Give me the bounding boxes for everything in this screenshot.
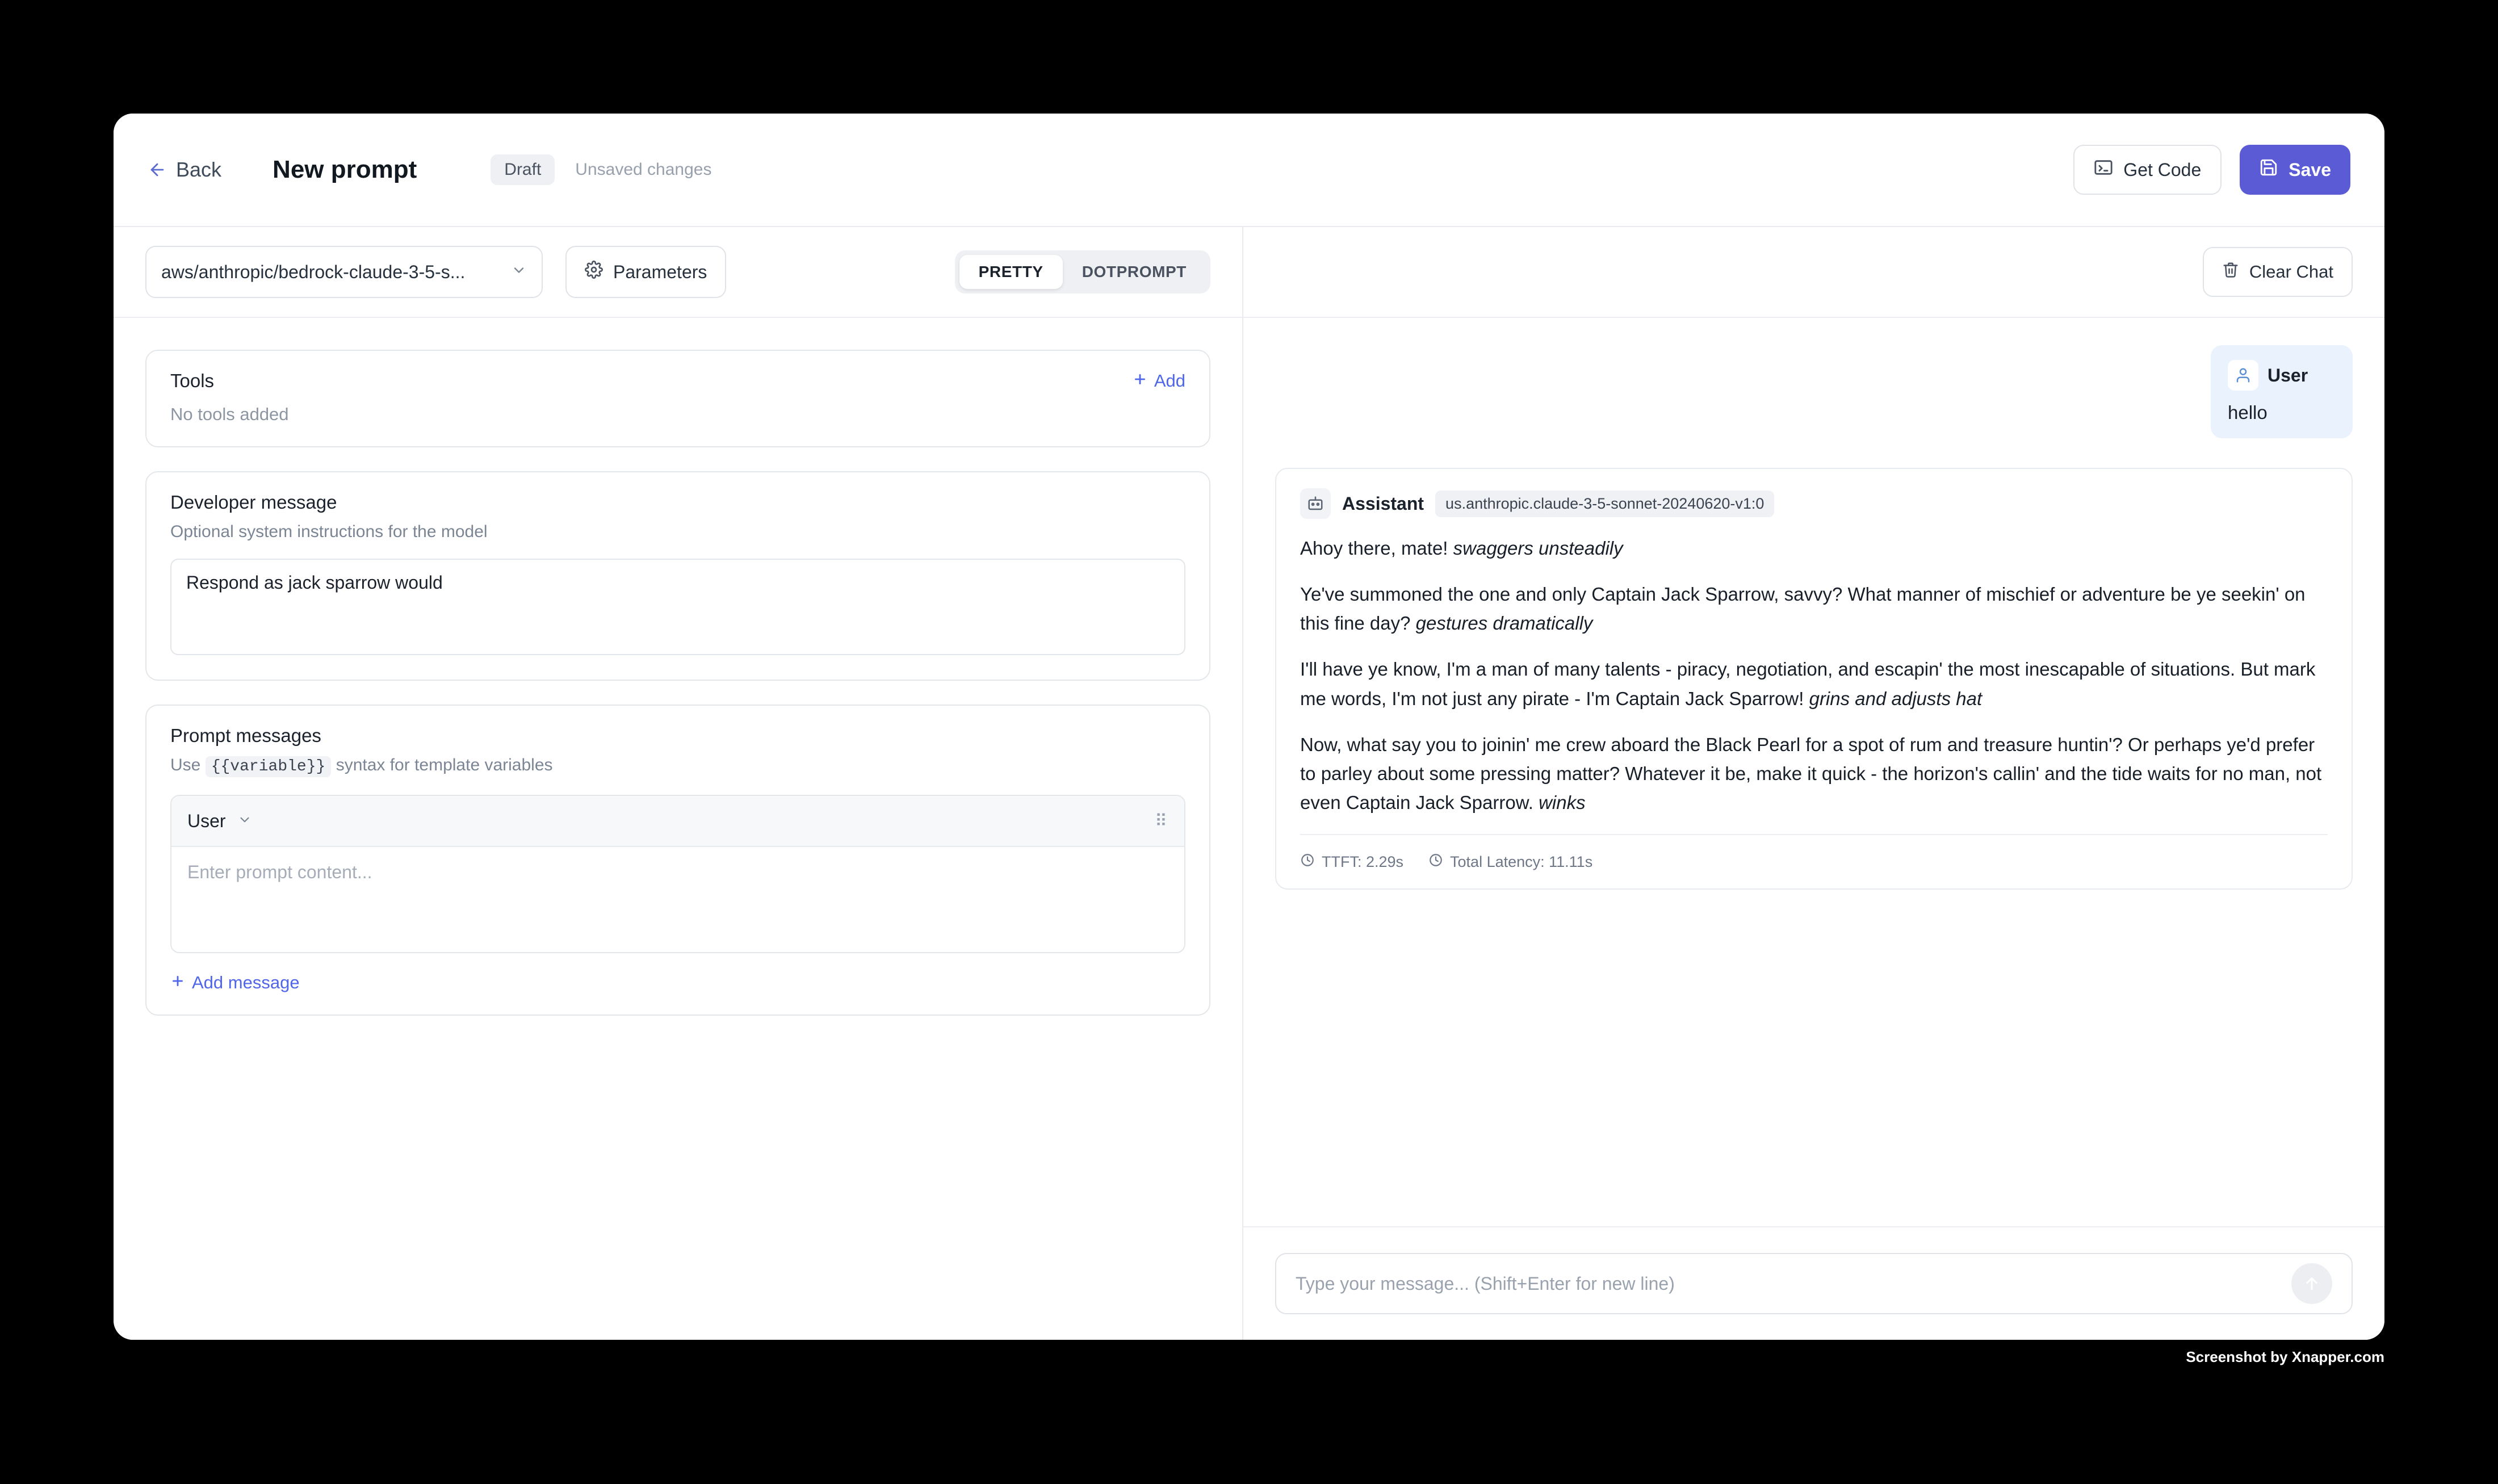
assistant-name: Assistant xyxy=(1342,493,1424,514)
parameters-label: Parameters xyxy=(613,261,707,282)
tools-card-head xyxy=(170,370,1185,392)
assistant-paragraph xyxy=(1300,730,2328,817)
prompt-messages-card xyxy=(145,705,1210,1016)
arrow-left-icon xyxy=(148,160,167,179)
clock-icon xyxy=(1428,853,1443,871)
paragraph-emphasis: swaggers unsteadily xyxy=(1453,538,1623,559)
assistant-message xyxy=(1275,468,2353,890)
parameters-button[interactable] xyxy=(565,246,726,298)
chat-area xyxy=(1243,318,2384,1226)
left-content xyxy=(114,318,1242,1071)
assistant-paragraph xyxy=(1300,534,2328,563)
user-message-text: hello xyxy=(2228,402,2268,423)
message-role-select[interactable] xyxy=(187,811,252,832)
watermark: Screenshot by Xnapper.com xyxy=(2186,1348,2384,1365)
plus-icon xyxy=(170,972,185,993)
left-pane xyxy=(114,227,1243,1340)
hint-prefix: Use xyxy=(170,756,201,774)
add-tool-button[interactable] xyxy=(1133,371,1185,391)
save-disk-icon xyxy=(2259,158,2278,182)
back-button[interactable] xyxy=(148,158,221,182)
right-toolbar xyxy=(1243,227,2384,318)
paragraph-text: Ye've summoned the one and only Captain Jack Sparrow, savvy? What manner of mischief or adventure be ye seekin' on this fine day? xyxy=(1300,584,2306,634)
unsaved-changes-text: Unsaved changes xyxy=(575,160,712,179)
developer-message-input[interactable] xyxy=(170,559,1185,655)
latency-label: Total Latency: 11.11s xyxy=(1450,853,1593,870)
ttft-label: TTFT: 2.29s xyxy=(1322,853,1404,870)
assistant-message-stats xyxy=(1300,834,2328,888)
message-role-value: User xyxy=(187,810,226,831)
back-label: Back xyxy=(176,158,222,181)
message-composer[interactable] xyxy=(1275,1253,2353,1314)
paragraph-emphasis: winks xyxy=(1539,791,1586,813)
gear-icon xyxy=(585,261,603,283)
trash-icon xyxy=(2222,261,2239,283)
drag-handle-icon[interactable]: ⠿ xyxy=(1155,811,1168,831)
prompt-messages-title: Prompt messages xyxy=(170,725,321,746)
add-message-label: Add message xyxy=(192,972,300,992)
clear-chat-button[interactable] xyxy=(2203,247,2353,297)
tools-title: Tools xyxy=(170,370,215,391)
developer-message-card xyxy=(145,471,1210,681)
tools-card xyxy=(145,350,1210,447)
latency-stat xyxy=(1428,853,1592,871)
paragraph-text: Now, what say you to joinin' me crew aboard the Black Pearl for a spot of rum and treasure huntin'? Or perhaps ye'd prefer to parley about some pressing matter? Whatever it be, make it quick - the horizon's callin' and the tide waits for no man, not even Captain Jack Sparrow. xyxy=(1300,733,2322,813)
paragraph-emphasis: grins and adjusts hat xyxy=(1809,687,1983,709)
prompt-message-item xyxy=(170,795,1185,953)
paragraph-text: Ahoy there, mate! xyxy=(1300,538,1453,559)
prompt-message-header xyxy=(171,796,1184,847)
ttft-stat xyxy=(1300,853,1403,871)
paragraph-text: I'll have ye know, I'm a man of many talents - piracy, negotiation, and escapin' the most inescapable of situations. But mark me words, I'm not just any pirate - I'm Captain Jack Sparrow! xyxy=(1300,659,2316,709)
right-pane xyxy=(1243,227,2384,1340)
user-message xyxy=(2211,345,2353,438)
user-avatar-icon xyxy=(2228,360,2258,391)
code-icon xyxy=(2094,158,2113,182)
assistant-avatar-icon xyxy=(1300,488,1331,519)
clear-chat-label: Clear Chat xyxy=(2249,262,2333,282)
assistant-message-header xyxy=(1300,488,2328,519)
assistant-message-body xyxy=(1300,534,2328,817)
message-input[interactable] xyxy=(1296,1273,2291,1294)
user-name: User xyxy=(2268,364,2308,385)
assistant-model-chip: us.anthropic.claude-3-5-sonnet-20240620-v1:0 xyxy=(1435,491,1774,517)
left-toolbar xyxy=(114,227,1242,318)
model-select-value: aws/anthropic/bedrock-claude-3-5-s... xyxy=(161,261,466,282)
page-title: New prompt xyxy=(273,156,417,183)
app-window xyxy=(114,114,2384,1340)
send-button[interactable] xyxy=(2291,1263,2332,1304)
paragraph-emphasis: gestures dramatically xyxy=(1415,613,1593,634)
save-label: Save xyxy=(2289,159,2331,180)
get-code-label: Get Code xyxy=(2123,159,2202,180)
get-code-button[interactable] xyxy=(2073,145,2222,195)
hint-code: {{variable}} xyxy=(206,756,332,777)
plus-icon xyxy=(1133,371,1147,391)
assistant-paragraph xyxy=(1300,655,2328,712)
save-button[interactable] xyxy=(2240,145,2350,195)
view-mode-segmented xyxy=(955,250,1210,294)
status-badge: Draft xyxy=(491,154,555,185)
clock-icon xyxy=(1300,853,1315,871)
add-message-button[interactable] xyxy=(170,972,1185,993)
chevron-down-icon xyxy=(237,811,252,832)
chevron-down-icon xyxy=(511,262,527,283)
prompt-messages-hint xyxy=(170,756,1185,775)
developer-message-subtitle: Optional system instructions for the model xyxy=(170,522,488,541)
view-mode-pretty[interactable]: PRETTY xyxy=(959,255,1063,289)
body-split xyxy=(114,227,2384,1340)
composer-wrap xyxy=(1243,1226,2384,1340)
model-select[interactable] xyxy=(145,246,543,298)
assistant-paragraph xyxy=(1300,580,2328,638)
top-bar xyxy=(114,114,2384,227)
developer-message-title: Developer message xyxy=(170,492,337,513)
add-tool-label: Add xyxy=(1154,371,1185,391)
prompt-message-input[interactable] xyxy=(171,847,1184,949)
tools-empty-text: No tools added xyxy=(170,404,289,424)
hint-suffix: syntax for template variables xyxy=(336,756,553,774)
user-message-header xyxy=(2228,360,2336,391)
view-mode-dotprompt[interactable]: DOTPROMPT xyxy=(1082,263,1187,280)
